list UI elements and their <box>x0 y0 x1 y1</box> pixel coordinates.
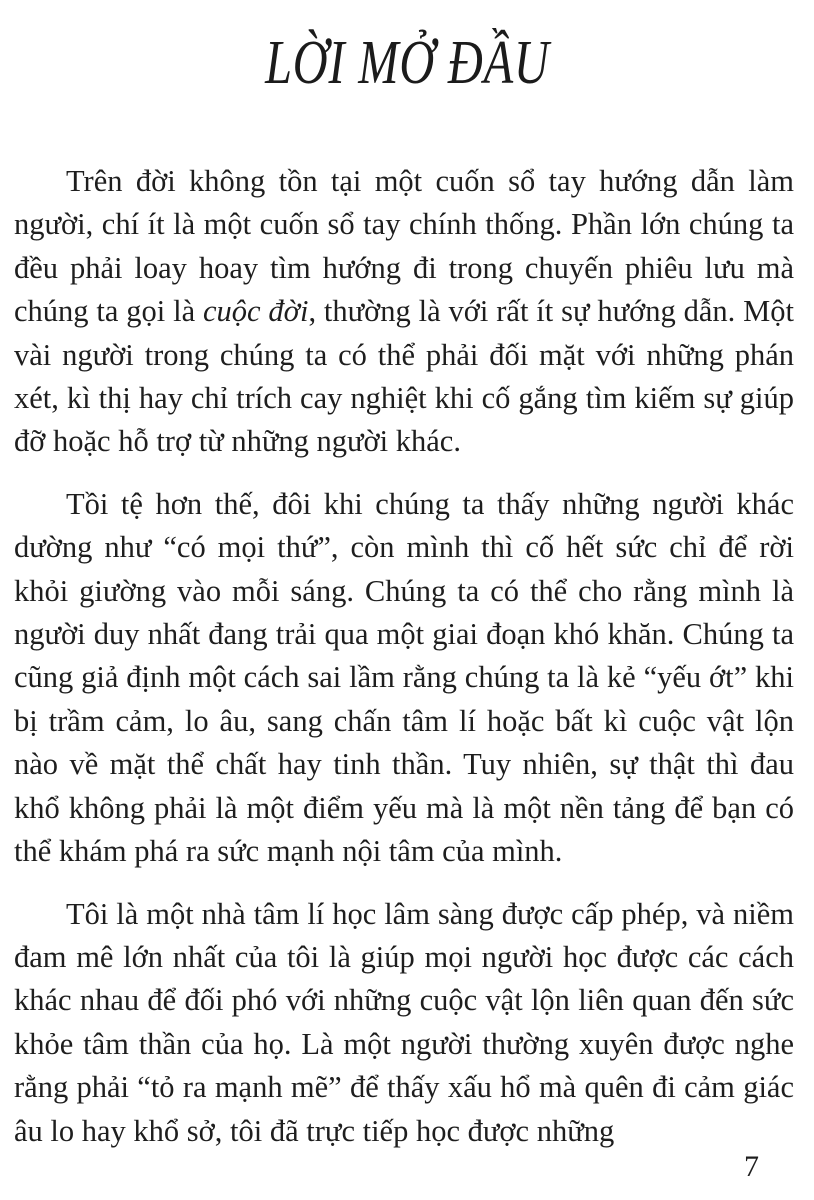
chapter-title: LỜI MỞ ĐẦU <box>264 29 550 97</box>
text-run: , thường là với rất ít sự hướng dẫn. Một vài người trong chúng ta có thể phải đối mặt với những phán xét, kì thị hay chỉ trích cay nghiệt khi cố gắng tìm kiếm sự giúp đỡ hoặc hỗ trợ từ những người khác. <box>14 294 794 459</box>
text-run: Trên đời không tồn tại một cuốn sổ tay hướng dẫn làm người, chí ít là một cuốn sổ tay chính thống. Phần lớn chúng ta đều phải loay hoay tìm hướng đi trong chuyến phiêu lưu mà chúng ta gọi là <box>14 164 794 329</box>
page-number: 7 <box>744 1150 759 1183</box>
paragraph <box>14 160 794 464</box>
chapter-title-container <box>0 28 814 99</box>
text-run: Tôi là một nhà tâm lí học lâm sàng được cấp phép, và niềm đam mê lớn nhất của tôi là giúp mọi người học được các cách khác nhau để đối phó với những cuộc vật lộn liên quan đến sức khỏe tâm thần của họ. Là một người thường xuyên được nghe rằng phải “tỏ ra mạnh mẽ” để thấy xấu hổ mà quên đi cảm giác âu lo hay khổ sở, tôi đã trực tiếp học được những <box>14 896 794 1148</box>
paragraph <box>14 893 794 1153</box>
italic-text-run: cuộc đời <box>202 294 309 329</box>
paragraph <box>14 483 794 874</box>
text-run: Tồi tệ hơn thế, đôi khi chúng ta thấy những người khác dường như “có mọi thứ”, còn mình thì cố hết sức chỉ để rời khỏi giường vào mỗi sáng. Chúng ta có thể cho rằng mình là người duy nhất đang trải qua một giai đoạn khó khăn. Chúng ta cũng giả định một cách sai lầm rằng chúng ta là kẻ “yếu ớt” khi bị trầm cảm, lo âu, sang chấn tâm lí hoặc bất kì cuộc vật lộn nào về mặt thể chất hay tinh thần. Tuy nhiên, sự thật thì đau khổ không phải là một điểm yếu mà là một nền tảng để bạn có thể khám phá ra sức mạnh nội tâm của mình. <box>14 486 794 869</box>
body-text <box>14 160 794 1172</box>
